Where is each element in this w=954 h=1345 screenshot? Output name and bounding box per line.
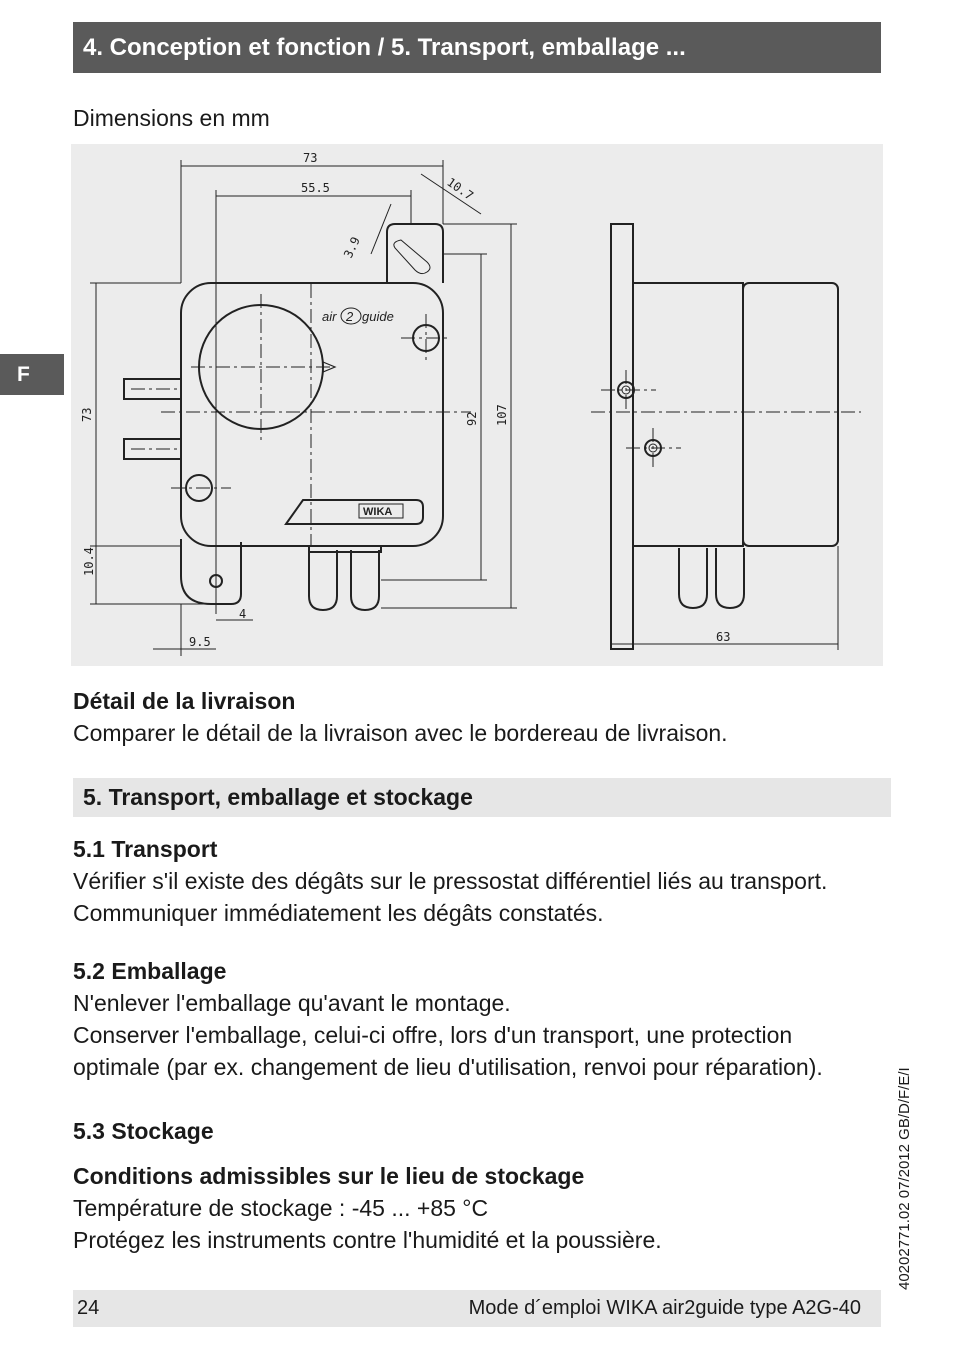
dimensions-caption: Dimensions en mm: [73, 105, 270, 131]
drawing-top-ear: [387, 224, 443, 283]
storage-line2: Protégez les instruments contre l'humidité et la poussière.: [73, 1227, 662, 1253]
dim-55-5: 55.5: [301, 181, 330, 195]
s51-heading: 5.1 Transport: [73, 836, 218, 862]
dim-9-5: 9.5: [189, 635, 211, 649]
dim-10-4: 10.4: [82, 547, 96, 576]
svg-text:guide: guide: [362, 309, 394, 324]
drawing-side-flange: [611, 224, 633, 649]
wika-logo: WIKA: [363, 506, 393, 518]
drawing-bottom-ear: [181, 539, 241, 604]
delivery-heading: Détail de la livraison: [73, 688, 296, 714]
drawing-side-body: [633, 283, 743, 546]
dim-73-top: 73: [303, 151, 318, 165]
page-footer: [73, 1290, 881, 1327]
s53-heading: 5.3 Stockage: [73, 1118, 214, 1144]
s51-line1: Vérifier s'il existe des dégâts sur le pressostat différentiel liés au transport.: [73, 868, 828, 894]
dim-3-9: 3.9: [341, 234, 363, 261]
s51-line2: Communiquer immédiatement les dégâts constatés.: [73, 900, 604, 926]
dim-10-7: 10.7: [444, 174, 476, 204]
s52-line1: N'enlever l'emballage qu'avant le montage.: [73, 990, 511, 1016]
s52-heading: 5.2 Emballage: [73, 958, 227, 984]
dim-63: 63: [716, 630, 731, 644]
dim-4: 4: [239, 607, 247, 621]
language-tab: F: [0, 354, 64, 395]
svg-text:2: 2: [346, 309, 354, 324]
air2guide-logo: [322, 308, 394, 324]
dim-107: 107: [495, 404, 509, 426]
s52-line3: optimale (par ex. changement de lieu d'utilisation, renvoi pour réparation).: [73, 1054, 823, 1080]
document-code: 40202771.02 07/2012 GB/D/F/E/I: [896, 1067, 913, 1290]
page-number: 24: [77, 1297, 100, 1319]
dim-73-left: 73: [80, 407, 94, 422]
drawing-side-gland: [679, 548, 744, 608]
svg-text:air: air: [322, 309, 337, 324]
dim-92: 92: [465, 411, 479, 426]
drawing-side-cover: [743, 283, 838, 546]
footer-title: Mode d´emploi WIKA air2guide type A2G-40: [468, 1297, 861, 1319]
delivery-text: Comparer le détail de la livraison avec le bordereau de livraison.: [73, 720, 728, 746]
storage-line1: Température de stockage : -45 ... +85 °C: [73, 1195, 489, 1221]
page-header: 4. Conception et fonction / 5. Transport, emballage ...: [73, 22, 881, 73]
drawing-gland-left: [309, 550, 337, 610]
section-5-title: 5. Transport, emballage et stockage: [73, 778, 891, 817]
s52-line2: Conserver l'emballage, celui-ci offre, lors d'un transport, une protection: [73, 1022, 793, 1048]
dimension-drawing: [71, 144, 883, 666]
storage-heading: Conditions admissibles sur le lieu de stockage: [73, 1163, 585, 1189]
drawing-gland-right: [351, 550, 379, 610]
